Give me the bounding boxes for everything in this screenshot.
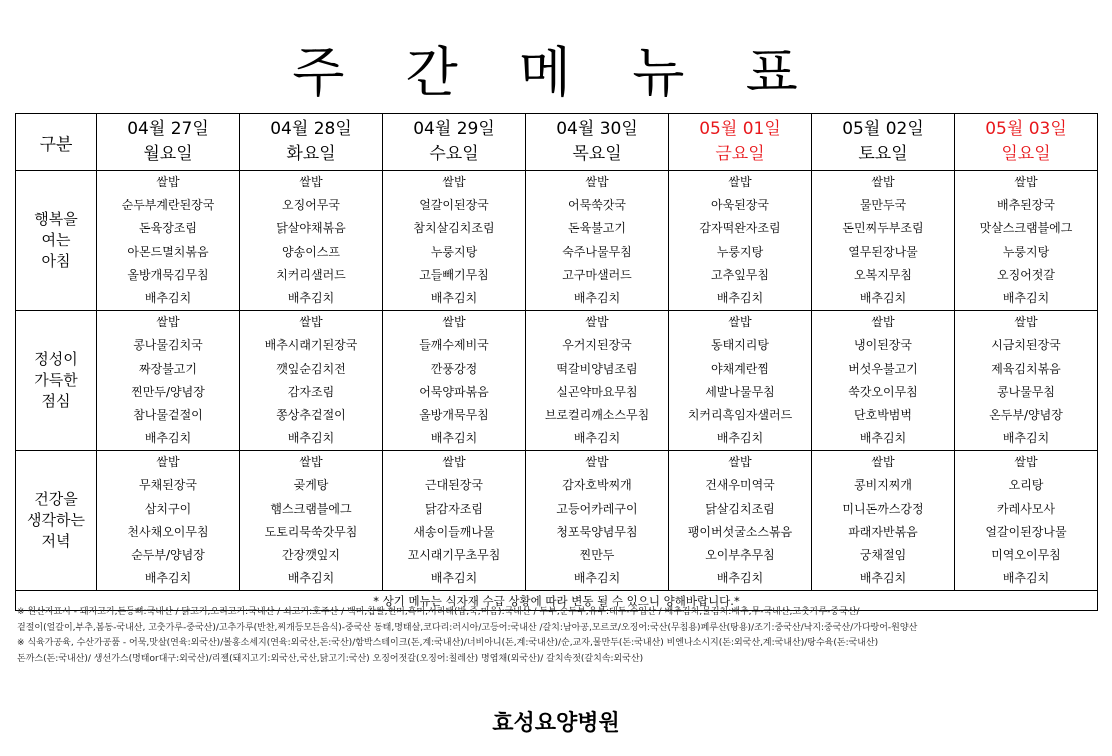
day-date: 04월 27일 <box>127 119 209 139</box>
menu-item: 단호박범벅 <box>854 407 912 422</box>
menu-item: 동태지리탕 <box>711 338 769 353</box>
menu-item: 배추김치 <box>287 290 335 305</box>
origin-line: ※ 원산지표시 - 돼지고기,돈등뼈:국내산 / 닭고기,오리고기:국내산 / 쇠고기:호주산 / 백미,찹쌀,현미,흑미,서리태(밥,죽,미음):국내산 / 두부,순두부,유부:대두-수입산 / 배추김치,물김치:배추,무-국내산,고춧가루-중국산/ <box>17 607 860 617</box>
menu-item: 쌀밥 <box>1014 455 1038 470</box>
menu-item: 카레사모사 <box>997 501 1055 516</box>
menu-cell <box>669 171 812 311</box>
day-weekday: 목요일 <box>572 144 622 164</box>
menu-cell <box>526 171 669 311</box>
menu-item: 배추김치 <box>859 431 907 446</box>
menu-item: 감자호박찌개 <box>562 478 632 493</box>
menu-item: 쌀밥 <box>871 455 895 470</box>
menu-cell <box>669 311 812 451</box>
menu-item: 쌀밥 <box>442 455 466 470</box>
menu-item: 아몬드멸치볶음 <box>127 244 209 259</box>
menu-item: 제육김치볶음 <box>991 361 1061 376</box>
menu-item: 올방개묵무침 <box>419 407 489 422</box>
day-header <box>240 114 383 171</box>
meal-label-line: 여는 <box>41 231 71 250</box>
day-weekday: 화요일 <box>286 144 336 164</box>
corner-label: 구분 <box>16 114 97 171</box>
day-header <box>97 114 240 171</box>
menu-item: 치커리샐러드 <box>276 267 346 282</box>
menu-item: 돈육장조림 <box>139 221 197 236</box>
day-date: 05월 02일 <box>842 119 924 139</box>
day-header <box>955 114 1098 171</box>
menu-item: 고들빼기무침 <box>419 267 489 282</box>
menu-item: 청포묵양념무침 <box>556 524 638 539</box>
origin-line: 돈까스(돈:국내산)/ 생선가스(명태or대구:외국산)/리젤(돼지고기:외국산,국산,닭고기:국산) 오징어젓갈(오징어:칠레산) 명엽채(외국산)/ 갈치속젓(갈치속:외국산) <box>17 653 644 664</box>
menu-item: 배추김치 <box>287 571 335 586</box>
menu-item: 치커리흑임자샐러드 <box>687 407 793 422</box>
menu-cell <box>526 451 669 591</box>
menu-item: 어묵양파볶음 <box>419 384 489 399</box>
meal-label <box>16 451 97 591</box>
menu-item: 쌀밥 <box>299 315 323 330</box>
menu-item: 쌀밥 <box>299 455 323 470</box>
origin-notice <box>17 605 1097 667</box>
menu-item: 팽이버섯굴소스볶음 <box>687 524 793 539</box>
menu-item: 냉이된장국 <box>854 338 912 353</box>
menu-item: 짜장불고기 <box>139 361 197 376</box>
menu-item: 오이부추무침 <box>705 548 775 562</box>
menu-item: 닭감자조림 <box>425 501 483 516</box>
menu-item: 쌀밥 <box>585 455 609 470</box>
menu-item: 고등어카레구이 <box>556 501 638 516</box>
menu-item: 얼갈이된장나물 <box>985 524 1067 539</box>
menu-item: 숙주나물무침 <box>562 244 632 259</box>
menu-item: 배추김치 <box>716 431 764 446</box>
menu-item: 열무된장나물 <box>848 244 918 259</box>
menu-item: 쌀밥 <box>299 175 323 189</box>
menu-item: 배추김치 <box>1002 290 1050 305</box>
day-date: 04월 29일 <box>413 119 495 139</box>
menu-cell <box>955 311 1098 451</box>
menu-item: 돈육불고기 <box>568 221 626 236</box>
menu-item: 배추김치 <box>573 431 621 446</box>
menu-item: 맛살스크램블에그 <box>979 221 1073 236</box>
meal-label-line: 정성이 <box>34 350 78 369</box>
menu-item: 올방개묵김무침 <box>127 267 209 282</box>
menu-item: 우거지된장국 <box>562 338 632 353</box>
menu-change-note: * 상기 메뉴는 식자재 수급 상황에 따라 변동 될 수 있으니 양해바랍니다.* <box>16 591 1098 611</box>
page-title: 주 간 메 뉴 표 <box>292 41 820 104</box>
menu-item: 오복지무침 <box>854 267 912 282</box>
menu-item: 야채계란찜 <box>711 361 769 376</box>
meal-row <box>16 311 1098 451</box>
menu-item: 도토리묵쑥갓무침 <box>264 524 358 539</box>
menu-item: 배추김치 <box>859 571 907 586</box>
menu-item: 배추김치 <box>430 431 478 446</box>
menu-item: 배추김치 <box>144 290 192 305</box>
menu-item: 미니돈까스강정 <box>842 501 924 516</box>
menu-item: 물만두국 <box>859 198 907 213</box>
meal-label <box>16 171 97 311</box>
menu-item: 찐만두/양념장 <box>131 384 205 399</box>
day-date: 05월 01일 <box>699 119 781 139</box>
day-header <box>526 114 669 171</box>
menu-item: 배추김치 <box>430 571 478 586</box>
menu-item: 세발나물무침 <box>705 384 775 399</box>
menu-item: 아욱된장국 <box>711 198 769 213</box>
menu-item: 배추된장국 <box>997 198 1055 213</box>
menu-item: 배추김치 <box>144 431 192 446</box>
menu-cell <box>812 451 955 591</box>
menu-item: 배추김치 <box>573 290 621 305</box>
menu-item: 닭살야채볶음 <box>276 221 346 236</box>
menu-item: 배추시래기된장국 <box>264 338 358 353</box>
menu-item: 버섯우불고기 <box>848 361 918 376</box>
menu-cell <box>955 171 1098 311</box>
menu-item: 콩나물무침 <box>997 384 1055 399</box>
menu-item: 쌀밥 <box>585 175 609 189</box>
menu-item: 곶게탕 <box>293 478 329 493</box>
menu-cell <box>240 171 383 311</box>
menu-item: 배추김치 <box>144 571 192 586</box>
menu-item: 쌀밥 <box>156 455 180 470</box>
menu-item: 깻잎순김치전 <box>276 361 346 376</box>
menu-cell <box>240 451 383 591</box>
menu-item: 순두부계란된장국 <box>121 198 215 213</box>
menu-item: 배추김치 <box>430 290 478 305</box>
menu-item: 순두부/양념장 <box>131 548 205 562</box>
day-date: 05월 03일 <box>985 119 1067 139</box>
menu-item: 미역오이무침 <box>991 548 1061 562</box>
menu-item: 쌀밥 <box>156 175 180 189</box>
menu-cell <box>97 171 240 311</box>
menu-item: 배추김치 <box>287 431 335 446</box>
menu-item: 배추김치 <box>1002 571 1050 586</box>
menu-item: 쫑상추겉절이 <box>276 407 346 422</box>
menu-item: 누룽지탕 <box>430 244 478 259</box>
day-header <box>812 114 955 171</box>
menu-item: 쑥갓오이무침 <box>848 384 918 399</box>
menu-item: 어묵쑥갓국 <box>568 198 626 213</box>
day-weekday: 월요일 <box>143 144 193 164</box>
menu-item: 파래자반볶음 <box>848 524 918 539</box>
menu-item: 감자떡완자조림 <box>699 221 781 236</box>
day-header <box>383 114 526 171</box>
menu-cell <box>812 311 955 451</box>
menu-item: 쌀밥 <box>1014 315 1038 330</box>
meal-rows <box>16 171 1098 591</box>
day-weekday: 수요일 <box>429 144 479 164</box>
day-header <box>669 114 812 171</box>
menu-cell <box>669 451 812 591</box>
meal-label-line: 저녁 <box>41 532 71 551</box>
menu-item: 배추김치 <box>859 290 907 305</box>
menu-cell <box>526 311 669 451</box>
menu-item: 오리탕 <box>1008 478 1044 493</box>
menu-item: 쌀밥 <box>728 455 752 470</box>
meal-row <box>16 171 1098 311</box>
menu-item: 배추김치 <box>716 571 764 586</box>
menu-item: 양송이스프 <box>282 244 340 259</box>
menu-item: 쌀밥 <box>871 175 895 189</box>
origin-line: 겉절이(얼갈이,부추,봄동-국내산, 고춧가루-중국산)/고추가루(반찬,찌개등모든음식)-중국산 동태,명태살,코다리:러시아/고등어:국내산 /갈치:남아공,모르코/오징어:국산(무침용)페루산(탕용)/조기:중국산/낙지:중국산/가다랑어-원양산 <box>17 622 918 633</box>
menu-item: 깐풍강정 <box>430 361 478 376</box>
menu-item: 배추김치 <box>716 290 764 305</box>
menu-item: 근대된장국 <box>425 478 483 493</box>
hospital-name: 효성요양병원 <box>492 711 620 736</box>
day-weekday: 토요일 <box>858 144 908 164</box>
menu-item: 새송이들깨나물 <box>413 524 495 539</box>
header-row <box>16 114 1098 171</box>
menu-item: 고구마샐러드 <box>562 267 632 282</box>
menu-item: 쌀밥 <box>728 315 752 330</box>
day-date: 04월 30일 <box>556 119 638 139</box>
day-weekday: 일요일 <box>1001 144 1051 164</box>
menu-item: 꼬시래기무초무침 <box>407 548 501 562</box>
menu-item: 닭살김치조림 <box>705 501 775 516</box>
menu-item: 얼갈이된장국 <box>419 198 489 213</box>
menu-cell <box>97 311 240 451</box>
menu-item: 천사채오이무침 <box>127 524 209 539</box>
menu-cell <box>955 451 1098 591</box>
menu-item: 떡갈비양념조림 <box>556 361 638 376</box>
menu-item: 찐만두 <box>579 548 615 562</box>
menu-item: 콩나물김치국 <box>133 338 203 353</box>
day-date: 04월 28일 <box>270 119 352 139</box>
menu-item: 돈민찌두부조림 <box>842 221 924 236</box>
menu-item: 쌀밥 <box>871 315 895 330</box>
menu-item: 쌀밥 <box>156 315 180 330</box>
menu-item: 삼치구이 <box>144 501 192 516</box>
menu-item: 쌀밥 <box>442 175 466 189</box>
menu-item: 누룽지탕 <box>1002 244 1050 259</box>
menu-item: 간장깻잎지 <box>282 548 340 562</box>
menu-item: 쌀밥 <box>585 315 609 330</box>
weekly-menu-table <box>15 113 1098 611</box>
menu-item: 쌀밥 <box>1014 175 1038 189</box>
menu-item: 궁채절임 <box>859 548 907 562</box>
menu-item: 브로컬리깨소스무침 <box>544 407 650 422</box>
menu-item: 감자조림 <box>287 384 335 399</box>
meal-label-line: 가득한 <box>34 371 78 390</box>
menu-item: 참나물겉절이 <box>133 407 203 422</box>
menu-cell <box>383 311 526 451</box>
menu-cell <box>97 451 240 591</box>
menu-item: 온두부/양념장 <box>989 407 1063 422</box>
menu-cell <box>383 171 526 311</box>
menu-cell <box>240 311 383 451</box>
menu-item: 들깨수제비국 <box>419 338 489 353</box>
menu-cell <box>383 451 526 591</box>
menu-item: 건새우미역국 <box>705 478 775 493</box>
meal-label-line: 점심 <box>41 392 71 411</box>
menu-item: 참치살김치조림 <box>413 221 495 236</box>
menu-item: 배추김치 <box>573 571 621 586</box>
meal-label-line: 행복을 <box>34 210 78 229</box>
menu-item: 오징어무국 <box>282 198 340 213</box>
menu-item: 시금치된장국 <box>991 338 1061 353</box>
meal-label-line: 생각하는 <box>27 511 85 530</box>
menu-cell <box>812 171 955 311</box>
meal-label <box>16 311 97 451</box>
menu-item: 햄스크램블에그 <box>270 501 352 516</box>
menu-item: 무채된장국 <box>139 478 197 493</box>
menu-item: 콩비지찌개 <box>854 478 912 493</box>
menu-item: 배추김치 <box>1002 431 1050 446</box>
meal-label-line: 건강을 <box>34 490 78 509</box>
menu-item: 실곤약마요무침 <box>556 384 638 399</box>
meal-label-line: 아침 <box>41 252 71 271</box>
menu-item: 고추잎무침 <box>711 267 769 282</box>
menu-item: 쌀밥 <box>728 175 752 189</box>
day-weekday: 금요일 <box>715 144 765 164</box>
origin-line: ※ 식육가공육, 수산가공품 - 어묵,맛살(연육:외국산)/볼홍소세지(연육:외국산,돈:국산)/함박스테이크(돈,계:국내산)/너비아니(돈,계:국내산)/순,교자,물만두(돈:국내산) 비엔나소시지(돈:외국산,계:국내산)/탕수육(돈:국내산) <box>17 638 879 648</box>
menu-item: 오징어젓갈 <box>997 267 1055 282</box>
meal-row <box>16 451 1098 591</box>
menu-item: 쌀밥 <box>442 315 466 330</box>
menu-item: 누룽지탕 <box>716 244 764 259</box>
